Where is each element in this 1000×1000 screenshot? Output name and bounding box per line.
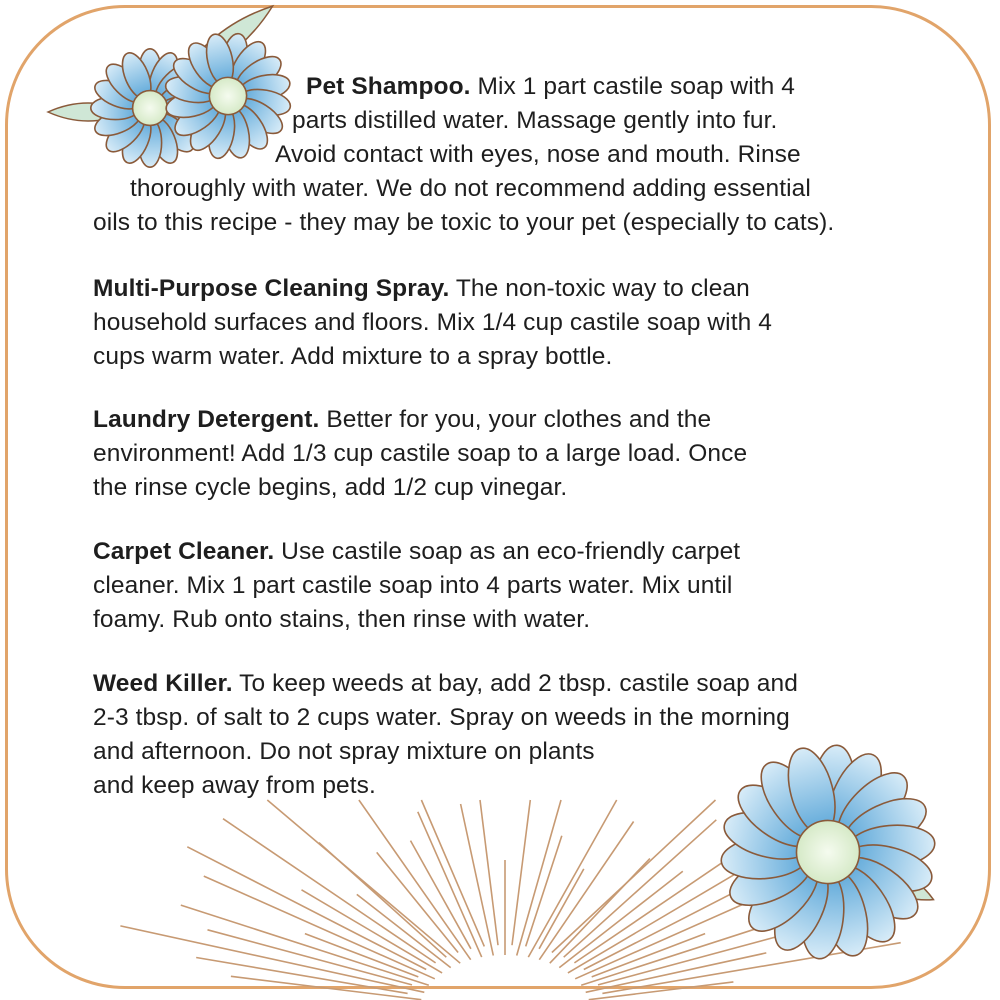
section-body-text: The non-toxic way to clean (449, 275, 750, 302)
section-heading: Weed Killer. (93, 670, 233, 697)
section-2-line-1 (93, 272, 750, 306)
section-4-line-1 (93, 535, 740, 569)
section-3-line-2 (93, 437, 747, 471)
section-3-line-3 (93, 471, 567, 505)
section-5-line-2 (93, 701, 790, 735)
section-body-text: thoroughly with water. We do not recommend adding essential (130, 175, 811, 202)
section-body-text: and keep away from pets. (93, 772, 376, 799)
section-body-text: 2-3 tbsp. of salt to 2 cups water. Spray on weeds in the morning (93, 704, 790, 731)
section-body-text: oils to this recipe - they may be toxic to your pet (especially to cats). (93, 209, 835, 236)
section-5-line-3 (93, 735, 595, 769)
section-1-line-3 (275, 138, 801, 172)
section-heading: Laundry Detergent. (93, 406, 320, 433)
section-2-line-3 (93, 340, 612, 374)
section-body-text: the rinse cycle begins, add 1/2 cup vinegar. (93, 474, 568, 501)
section-3-line-1 (93, 403, 711, 437)
section-1-line-2 (292, 104, 777, 138)
section-body-text: Use castile soap as an eco-friendly carpet (274, 538, 741, 565)
section-4-line-3 (93, 603, 590, 637)
section-1-line-4 (130, 172, 811, 206)
section-1-line-5 (93, 206, 834, 240)
section-1-line-1 (306, 70, 795, 104)
section-body-text: and afternoon. Do not spray mixture on plants (93, 738, 595, 765)
section-2-line-2 (93, 306, 772, 340)
section-body-text: cleaner. Mix 1 part castile soap into 4 parts water. Mix until (93, 572, 733, 599)
section-body-text: household surfaces and floors. Mix 1/4 cup castile soap with 4 (93, 309, 772, 336)
section-heading: Pet Shampoo. (306, 73, 471, 100)
section-body-text: Avoid contact with eyes, nose and mouth. Rinse (275, 141, 801, 168)
section-body-text: foamy. Rub onto stains, then rinse with water. (93, 606, 591, 633)
section-body-text: Mix 1 part castile soap with 4 (470, 73, 796, 100)
section-5-line-1 (93, 667, 798, 701)
section-body-text: Better for you, your clothes and the (319, 406, 712, 433)
section-body-text: parts distilled water. Massage gently into fur. (292, 107, 778, 134)
section-body-text: environment! Add 1/3 cup castile soap to a large load. Once (93, 440, 748, 467)
section-4-line-2 (93, 569, 732, 603)
section-5-line-4 (93, 769, 376, 803)
section-heading: Multi-Purpose Cleaning Spray. (93, 275, 450, 302)
section-heading: Carpet Cleaner. (93, 538, 275, 565)
section-body-text: cups warm water. Add mixture to a spray bottle. (93, 343, 613, 370)
section-body-text: To keep weeds at bay, add 2 tbsp. castile soap and (232, 670, 798, 697)
